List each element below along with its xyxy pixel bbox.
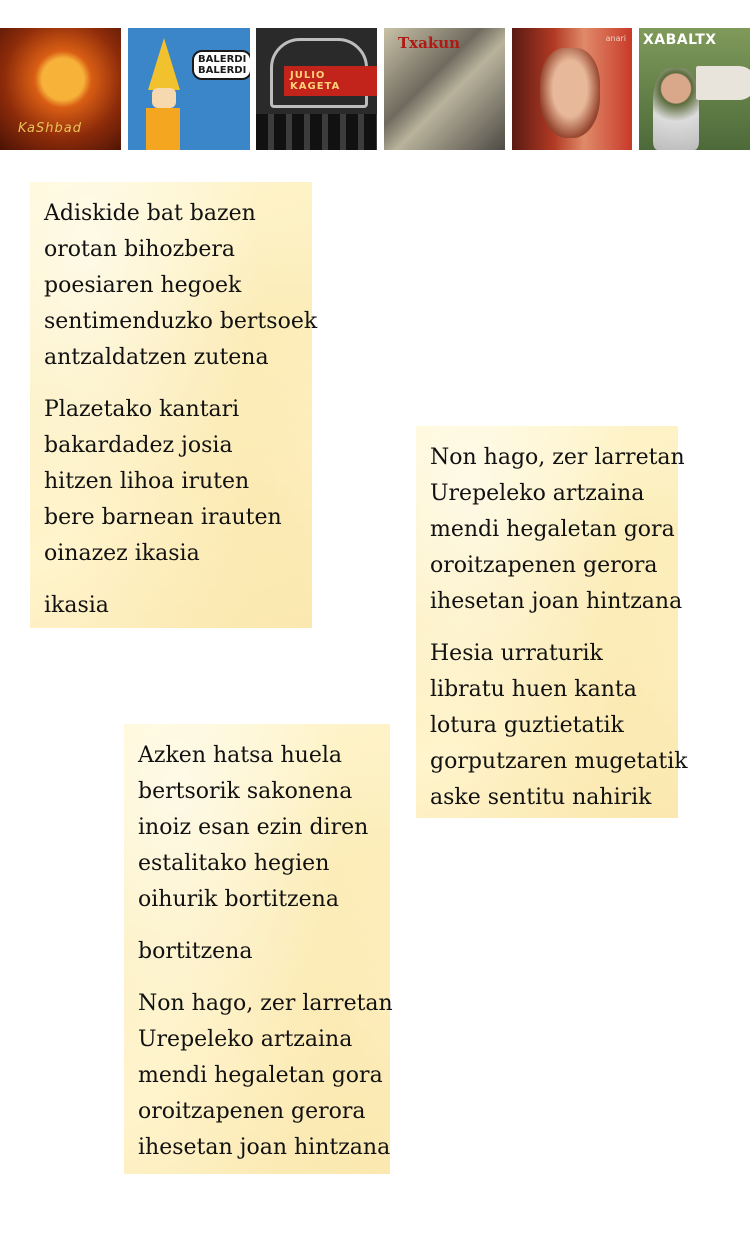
megaphone-icon [696, 66, 750, 100]
lyrics-line: Non hago, zer larretan [430, 445, 685, 470]
cartoon-hat-icon [148, 38, 180, 90]
album-title: JULIO KAGETA [284, 66, 377, 96]
lyrics-stanza [430, 440, 685, 620]
lyrics-stanza [138, 738, 376, 918]
lyrics-line: bakardadez josia [44, 433, 233, 458]
lyrics-line: bertsorik sakonena [138, 779, 353, 804]
lyrics-stanza [44, 392, 298, 572]
lyrics-line: oihurik bortitzena [138, 887, 339, 912]
lyrics-line: Urepeleko artzaina [138, 1027, 353, 1052]
lyrics-line: oroitzapenen gerora [430, 553, 658, 578]
lyrics-line: ikasia [44, 593, 109, 618]
lyrics-line: bortitzena [138, 939, 253, 964]
album-cover-anari[interactable] [512, 28, 632, 150]
album-title: KaShbad [18, 121, 82, 136]
lyrics-line: ihesetan joan hintzana [138, 1135, 391, 1160]
cartoon-face-icon [152, 88, 176, 108]
lyrics-line: inoiz esan ezin diren [138, 815, 369, 840]
album-cover-kashbad[interactable] [0, 28, 121, 150]
album-cover-xabaltx[interactable] [639, 28, 750, 150]
lyrics-stanza [44, 196, 318, 376]
album-title: BALERDI BALERDI [192, 50, 250, 80]
lyrics-line: Hesia urraturik [430, 641, 603, 666]
lyrics-stanza [138, 934, 376, 970]
lyrics-line: lotura guztietatik [430, 713, 624, 738]
cartoon-body-icon [146, 108, 180, 150]
lyrics-stanza [44, 588, 298, 624]
lyrics-line: oroitzapenen gerora [138, 1099, 366, 1124]
lyrics-box-1 [30, 182, 318, 628]
album-cover-balerdi[interactable] [128, 28, 250, 150]
album-title: Txakun [398, 34, 461, 52]
cinema-seats-icon [256, 114, 377, 150]
album-title: anari [605, 34, 626, 43]
lyrics-line: sentimenduzko bertsoek [44, 309, 318, 334]
album-cover-strip [0, 28, 750, 150]
album-cover-julio-kageta[interactable] [256, 28, 377, 150]
lyrics-line: aske sentitu nahirik [430, 785, 652, 810]
lyrics-line: Urepeleko artzaina [430, 481, 645, 506]
lyrics-line: Adiskide bat bazen [44, 201, 256, 226]
lyrics-stanza [138, 986, 393, 1166]
lyrics-line: bere barnean irauten [44, 505, 282, 530]
lyrics-line: oinazez ikasia [44, 541, 200, 566]
lyrics-line: mendi hegaletan gora [138, 1063, 383, 1088]
lyrics-line: Non hago, zer larretan [138, 991, 393, 1016]
lyrics-line: Plazetako kantari [44, 397, 240, 422]
lyrics-box-2 [416, 426, 688, 818]
lyrics-box-3 [124, 724, 393, 1174]
lyrics-line: estalitako hegien [138, 851, 330, 876]
lyrics-line: orotan bihozbera [44, 237, 235, 262]
lyrics-line: poesiaren hegoek [44, 273, 242, 298]
lyrics-line: hitzen lihoa iruten [44, 469, 250, 494]
lyrics-line: gorputzaren mugetatik [430, 749, 688, 774]
lyrics-line: libratu huen kanta [430, 677, 637, 702]
lyrics-line: antzaldatzen zutena [44, 345, 269, 370]
lyrics-line: mendi hegaletan gora [430, 517, 675, 542]
person-figure-icon [653, 68, 699, 150]
lyrics-line: ihesetan joan hintzana [430, 589, 683, 614]
lyrics-line: Azken hatsa huela [138, 743, 343, 768]
lyrics-stanza [430, 636, 688, 816]
portrait-face-icon [540, 48, 600, 138]
album-cover-txakun[interactable] [384, 28, 505, 150]
album-title: XABALTX [643, 32, 717, 48]
